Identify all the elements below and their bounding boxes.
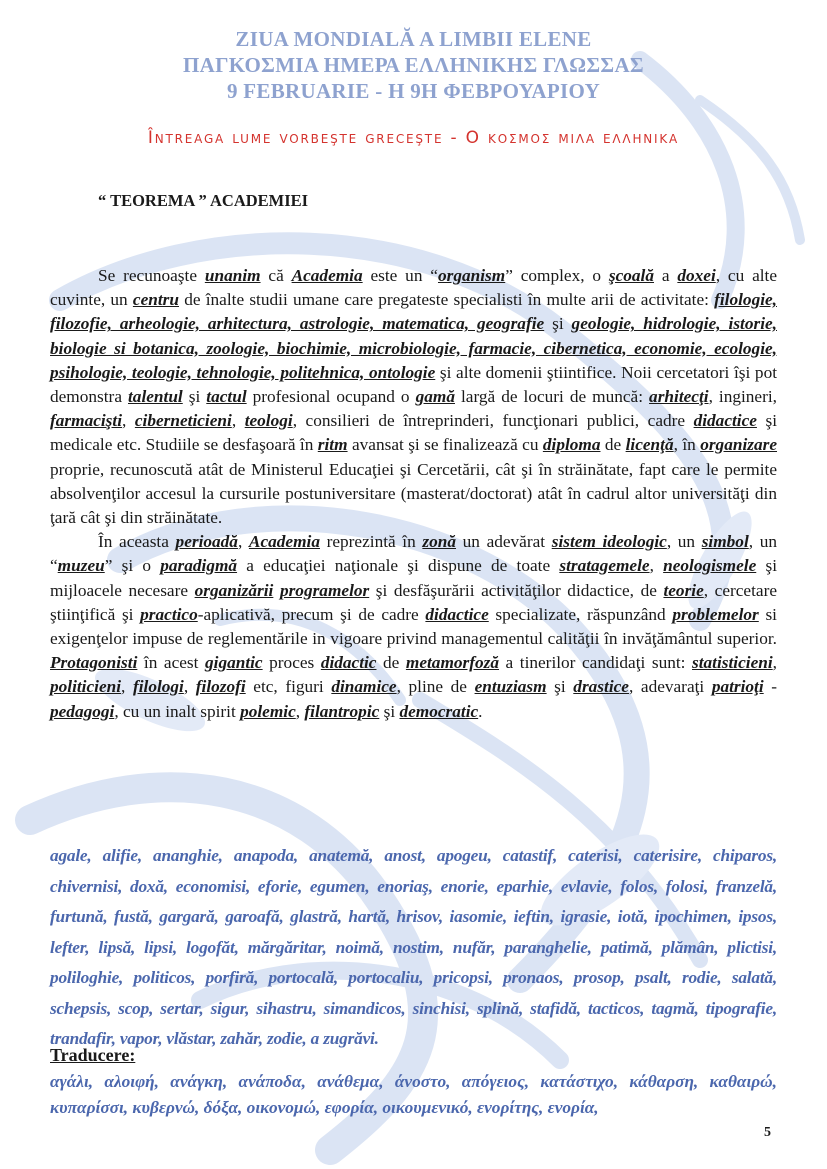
text-run: , un “	[50, 532, 778, 576]
emphasized-term: tactul	[206, 387, 247, 407]
emphasized-term: practico	[140, 604, 198, 624]
text-run: un adevărat	[456, 532, 552, 552]
header-motto: Întreaga lume vorbeşte greceşte - O κοσμος μιλα ελληνικα	[147, 128, 680, 148]
text-run: ,	[231, 411, 245, 431]
page-number: 5	[764, 1125, 771, 1140]
text-run: ,	[122, 411, 135, 431]
emphasized-term: filantropic	[304, 701, 380, 721]
emphasized-term: problemelor	[672, 604, 759, 624]
text-run: şi	[379, 701, 400, 721]
emphasized-term: paradigmă	[160, 556, 238, 576]
text-run: în acest	[137, 653, 205, 673]
text-run: -	[763, 677, 778, 697]
translation-title: Traducere:	[50, 1045, 136, 1065]
text-run: ,	[183, 677, 196, 697]
text-run: de	[376, 653, 406, 673]
text-run: că	[260, 266, 292, 285]
text-run: , consilieri de întreprinderi, funcţionari publici, cadre	[292, 411, 694, 431]
emphasized-term: teorie	[663, 580, 704, 600]
text-run: de	[600, 435, 626, 455]
emphasized-term: drastice	[573, 677, 629, 697]
emphasized-term: talentul	[128, 387, 183, 407]
emphasized-term: didactice	[693, 411, 757, 431]
emphasized-term: muzeu	[57, 556, 105, 576]
paragraph-1	[50, 264, 777, 530]
text-run: , cu alte cuvinte, un	[50, 266, 778, 310]
text-run: a	[654, 266, 678, 285]
text-run: si exigenţelor impuse de reglementările in vigoare privind managementul calităţii în invăţământul superior.	[50, 604, 777, 649]
emphasized-term: Academia	[248, 532, 320, 552]
text-run: şi alte domenii ştiintifice. Noii cercetatori îşi pot demonstra	[50, 362, 778, 407]
text-run: şi	[544, 314, 572, 334]
text-run: .	[478, 701, 483, 721]
emphasized-term: organizare	[700, 435, 778, 455]
text-run: şi	[546, 677, 574, 697]
text-run: avansat şi se finalizează cu	[347, 435, 543, 455]
emphasized-term: programelor	[279, 580, 370, 600]
section-title: “ TEOREMA ” ACADEMIEI	[98, 191, 309, 210]
emphasized-term: filologi	[132, 677, 184, 697]
header-title-greek: ΠΑΓΚΟΣΜΙΑ ΗΜΕΡΑ ΕΛΛΗΝΙΚΗΣ ΓΛΩΣΣΑΣ	[183, 53, 644, 77]
emphasized-term: centru	[132, 290, 179, 310]
emphasized-term: polemic	[240, 701, 296, 721]
article-body	[50, 264, 777, 724]
text-run: şi	[182, 387, 207, 407]
text-run: a tinerilor candidaţi sunt:	[499, 653, 693, 673]
emphasized-term: entuziasm	[474, 677, 547, 697]
emphasized-term: licenţă	[625, 435, 674, 455]
emphasized-term: ritm	[317, 435, 348, 455]
text-run: proces	[262, 653, 321, 673]
paragraph-2	[50, 530, 777, 724]
emphasized-term: perioadă	[175, 532, 238, 552]
text-run: , în	[673, 435, 701, 455]
text-run: În aceasta	[98, 532, 176, 552]
emphasized-term: democratic	[399, 701, 479, 721]
text-run: specializate, răspunzând	[488, 604, 673, 624]
emphasized-term: ciberneticieni	[134, 411, 232, 431]
emphasized-term: organism	[437, 266, 506, 285]
text-run: este un “	[362, 266, 438, 285]
emphasized-term: geologie, hidrologie, istorie, biologie si botanica, zoologie, biochimie, microbiologie, farmacie, cibernetica, economie, ecologie, psihologie, teologie, tehnologie, politehnica, ontologie	[50, 314, 777, 382]
emphasized-term: metamorfoză	[405, 653, 500, 673]
text-run: ,	[121, 677, 133, 697]
emphasized-term: Protagonisti	[50, 653, 138, 673]
text-run: , cercetare ştiinţifică şi	[50, 580, 777, 624]
emphasized-term: filologie, filozofie, arheologie, arhitectura, astrologie, matematica, geografie	[50, 290, 777, 334]
text-run: , adevaraţi	[628, 677, 712, 697]
emphasized-term: gamă	[415, 387, 455, 407]
translation-text: αγάλι, αλοιφή, ανάγκη, ανάποδα, ανάθεμα, άνοστο, απόγειος, κατάστιχο, κάθαρση, καθαιρώ, κυπαρίσσι, κυβερνώ, δόξα, οικονομώ, εφορία, οικουμενικό, ενορίτης, ενορία,	[50, 1072, 777, 1117]
text-run: , un	[666, 532, 702, 552]
text-run: ,	[237, 532, 249, 552]
emphasized-term: didactic	[320, 653, 377, 673]
emphasized-term: unanim	[204, 266, 261, 285]
text-run: ,	[649, 556, 664, 576]
text-run: şi desfăşurării activităţilor didactice, de	[369, 580, 664, 600]
emphasized-term: politicieni	[50, 677, 122, 697]
emphasized-term: zonă	[422, 532, 457, 552]
text-run: , pline de	[396, 677, 475, 697]
text-run: -aplicativă, precum şi de cadre	[197, 604, 426, 624]
emphasized-term: Academia	[291, 266, 363, 285]
emphasized-term: şcoală	[608, 266, 654, 285]
text-run: reprezintă în	[319, 532, 423, 552]
text-run: , ingineri,	[708, 387, 777, 407]
text-run: şi mijloacele necesare	[50, 556, 777, 600]
text-run: de înalte studii umane care pregateste specialisti în multe arii de activitate:	[179, 290, 715, 310]
text-run: , cu un inalt spirit	[114, 701, 241, 721]
emphasized-term: neologismele	[663, 556, 757, 576]
text-run: etc, figuri	[245, 677, 332, 697]
borrowed-words-list: agale, alifie, ananghie, anapoda, anatemă, anost, apogeu, catastif, caterisi, caterisire, chiparos, chivernisi, doxă, economisi, eforie, egumen, enoriaş, enorie, eparhie, evlavie, folos, folosi, franzelă, furtună, fustă, gargară, garoafă, glastră, hartă, hrisov, iasomie, ieftin, igrasie, iotă, ipochimen, ipsos, lefter, lipsă, lipsi, logofăt, mărgăritar, noimă, nostim, nufăr, paranghelie, patimă, plămân, plictisi, poliloghie, politicos, porfiră, portocală, portocaliu, pricopsi, pronaos, prosop, psalt, rodie, salată, schepsis, scop, sertar, sigur, sihastru, simandicos, sinchisi, splină, stafidă, tacticos, tagmă, tipografie, trandafir, vapor, vlăstar, zahăr, zodie, a zugrăvi.	[50, 846, 777, 1048]
text-run: Se recunoaşte	[98, 266, 205, 285]
text-run: profesional ocupand o	[246, 387, 416, 407]
emphasized-term: stratagemele	[559, 556, 650, 576]
text-run: proprie, recunoscută atât de Ministerul Educaţiei şi Cercetării, cât şi în străinătate, fapt care le permite absolvenţilor accesul la cursurile postuniversitare (masterat/doctorat) atât în cadrul altor universităţi din ţară cât şi din străinătate.	[50, 459, 777, 528]
text-run: ,	[295, 701, 305, 721]
emphasized-term: statisticieni	[692, 653, 773, 673]
text-run: ,	[772, 653, 777, 673]
emphasized-term: sistem ideologic	[551, 532, 667, 552]
text-run: ” şi o	[104, 556, 161, 576]
emphasized-term: dinamice	[331, 677, 397, 697]
emphasized-term: didactice	[425, 604, 489, 624]
text-run: largă de locuri de muncă:	[454, 387, 650, 407]
emphasized-term: pedagogi	[50, 701, 115, 721]
text-run: a educaţiei naţionale şi dispune de toate	[237, 556, 560, 576]
header-date: 9 FEBRUARIE - Η 9Η ΦΕΒΡΟΥΑΡΙΟΥ	[226, 79, 601, 103]
emphasized-term: diploma	[542, 435, 601, 455]
emphasized-term: farmacişti	[50, 411, 123, 431]
emphasized-term: organizării	[194, 580, 274, 600]
text-run: şi medicale etc. Studiile se desfaşoară în	[50, 411, 777, 455]
emphasized-term: filozofi	[195, 677, 246, 697]
emphasized-term: gigantic	[205, 653, 263, 673]
header-title-romanian: ZIUA MONDIALĂ A LIMBII ELENE	[235, 27, 592, 51]
emphasized-term: arhitecţi	[649, 387, 709, 407]
emphasized-term: doxei	[677, 266, 716, 285]
emphasized-term: simbol	[701, 532, 749, 552]
emphasized-term: teologi	[244, 411, 293, 431]
text-run	[273, 581, 280, 600]
emphasized-term: patrioţi	[711, 677, 764, 697]
text-run: ” complex, o	[505, 266, 609, 285]
